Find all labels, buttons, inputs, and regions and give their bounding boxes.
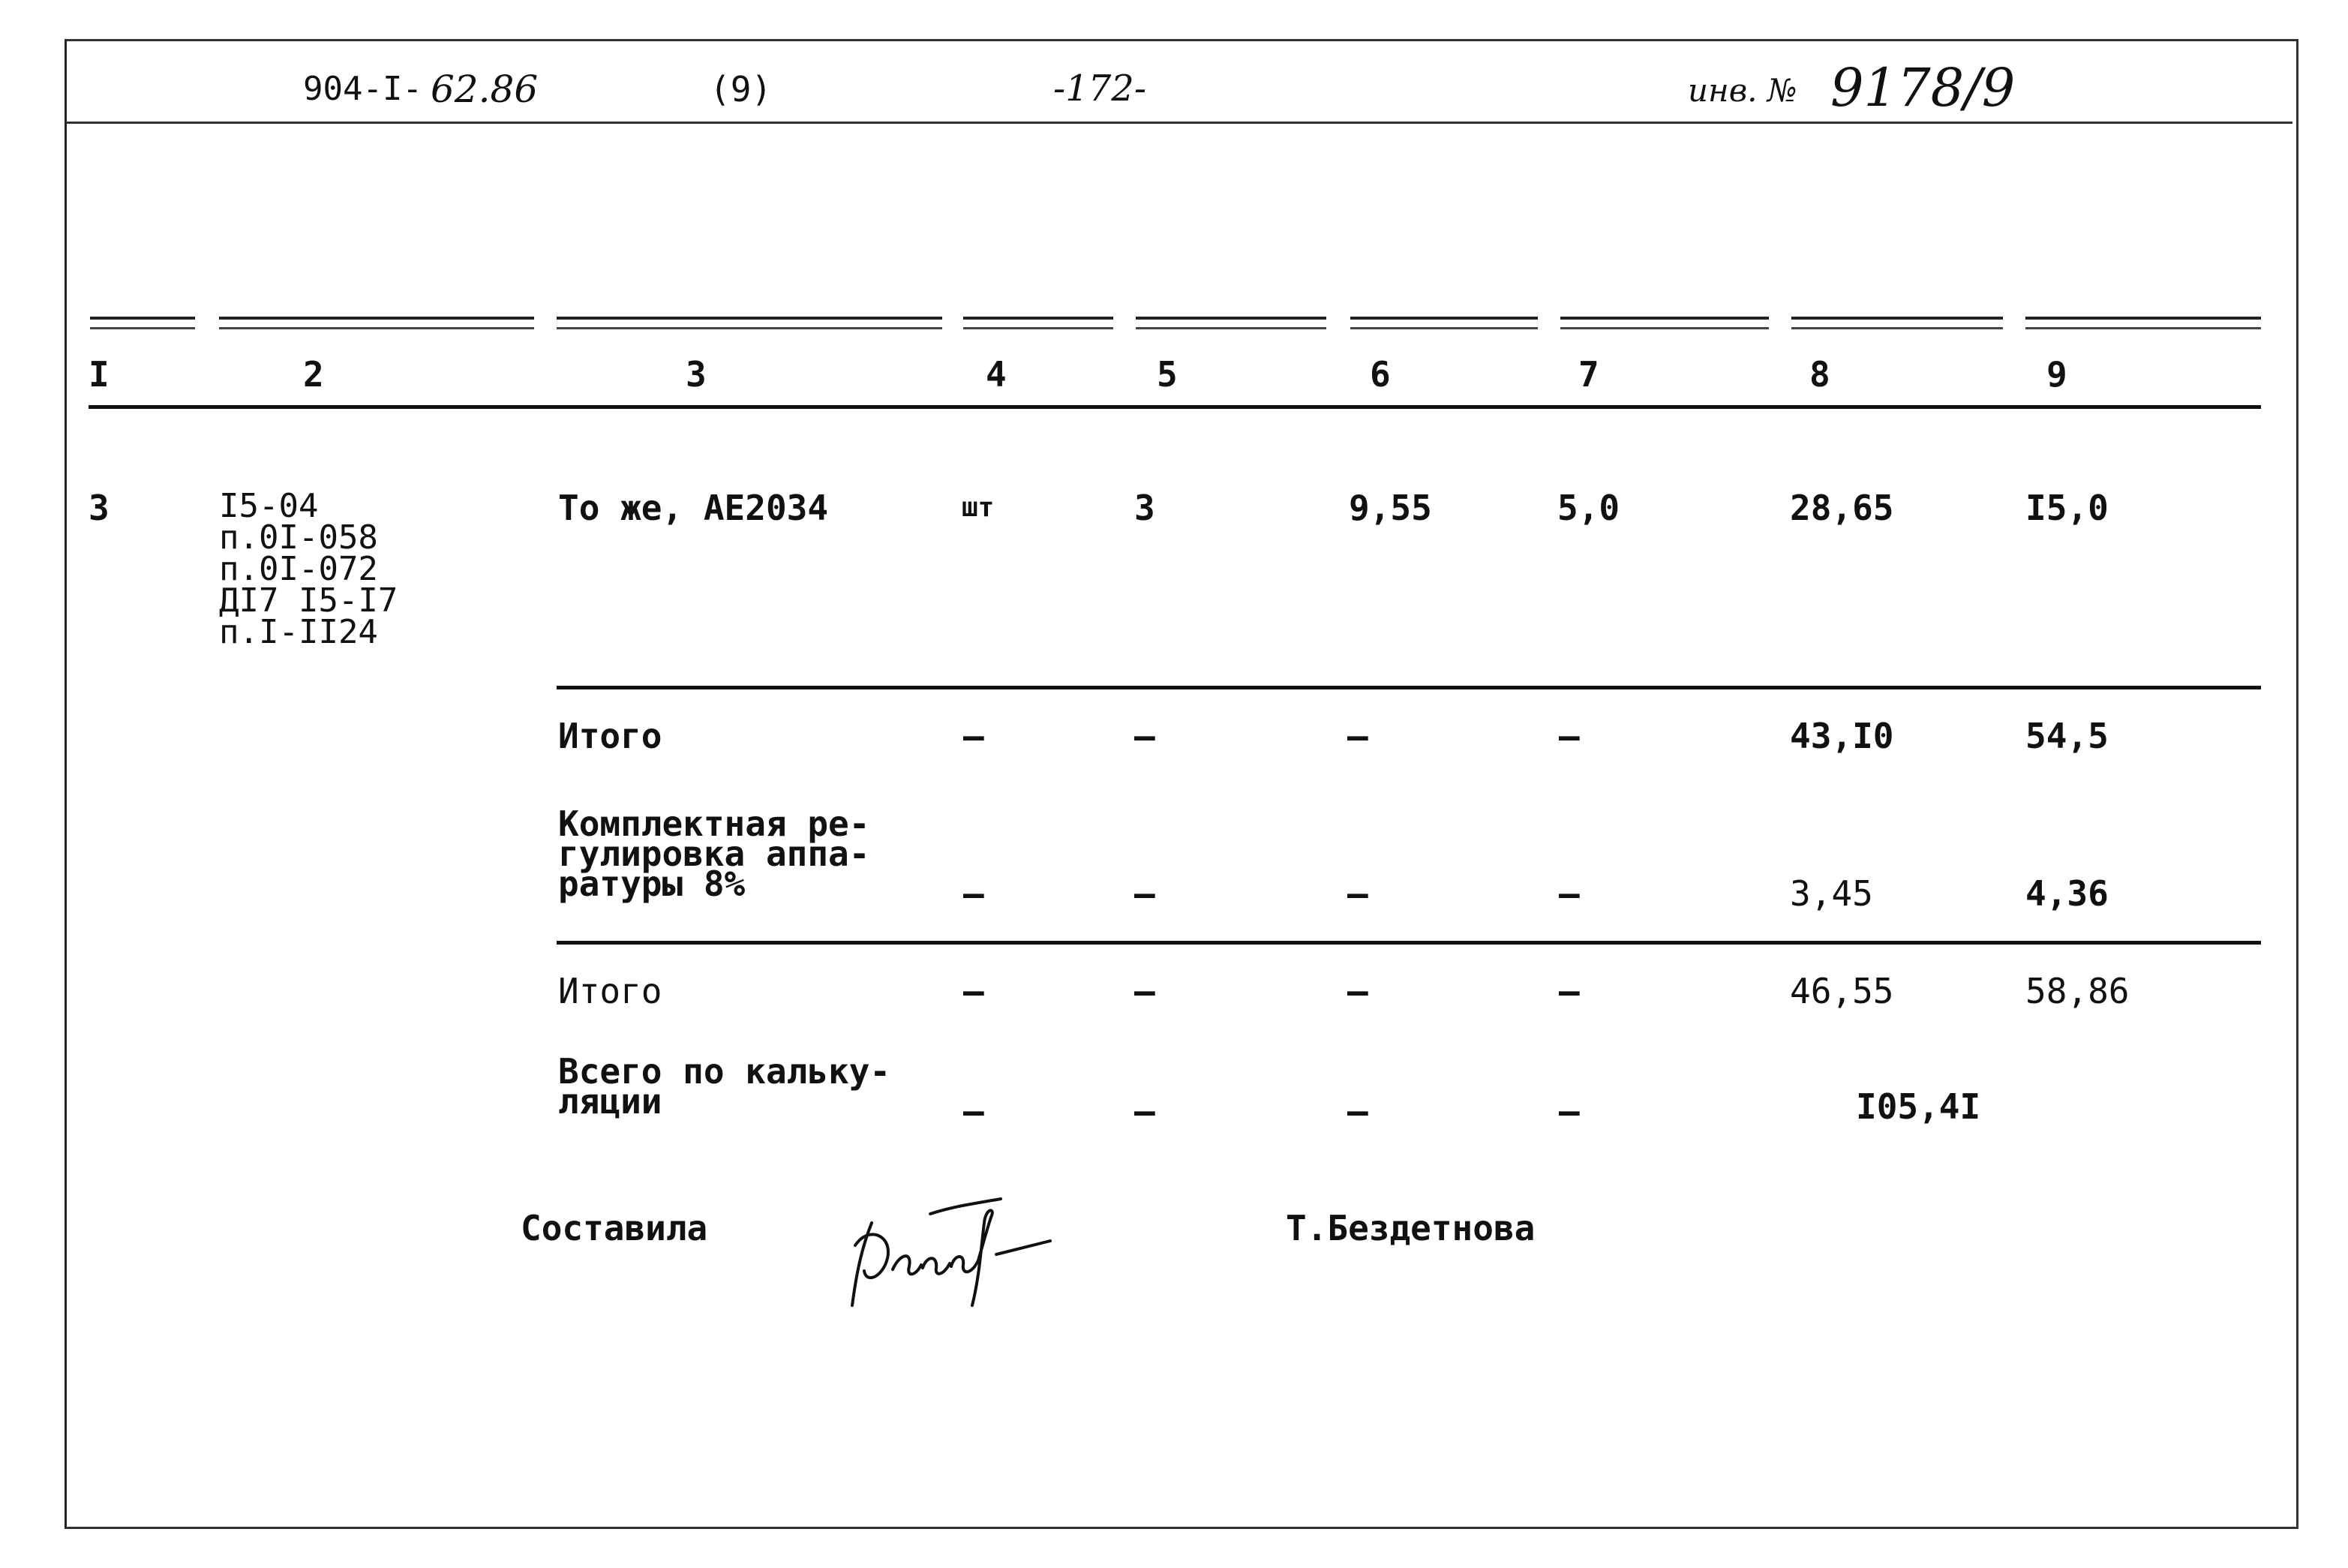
column-number: 4 bbox=[986, 354, 1007, 395]
column-number: 8 bbox=[1809, 354, 1830, 395]
column-number: 2 bbox=[303, 354, 324, 395]
doc-code-handwritten: 62.86 bbox=[431, 68, 539, 111]
compiled-by-label: Составила bbox=[521, 1208, 708, 1248]
price: 9,55 bbox=[1349, 488, 1432, 528]
inventory-prefix: инв. № bbox=[1688, 72, 1797, 109]
labor-rate: 5,0 bbox=[1557, 488, 1620, 528]
column-number: 6 bbox=[1370, 354, 1391, 395]
subtotal-cost: 46,55 bbox=[1790, 971, 1894, 1011]
dash-cell: – bbox=[1559, 873, 1580, 914]
dash-cell: – bbox=[1134, 716, 1155, 756]
inventory-number: 9178/9 bbox=[1830, 57, 2016, 119]
column-number: 3 bbox=[686, 354, 707, 395]
total-labor: I5,0 bbox=[2025, 488, 2109, 528]
page-frame bbox=[65, 39, 2298, 1529]
page-number: -172- bbox=[1053, 68, 1147, 110]
norm-references: I5-04 п.0I-058 п.0I-072 ДI7 I5-I7 п.I-II24 bbox=[219, 487, 398, 651]
subtotal-cost: 43,I0 bbox=[1790, 716, 1894, 756]
unit: шт bbox=[962, 492, 995, 523]
adjustment-labor: 4,36 bbox=[2025, 873, 2109, 914]
item-name: То же, АЕ2034 bbox=[558, 488, 829, 528]
header-divider bbox=[66, 122, 2292, 124]
dash-cell: – bbox=[1347, 716, 1368, 756]
total-cost: 28,65 bbox=[1790, 488, 1894, 528]
column-number: I bbox=[89, 354, 110, 395]
doc-code-printed: 904-I- bbox=[303, 70, 422, 108]
grand-total-label: Всего по кальку- ляции bbox=[558, 1051, 891, 1122]
column-number: 7 bbox=[1578, 354, 1599, 395]
row-divider bbox=[557, 941, 2261, 945]
signer-name: Т.Бездетнова bbox=[1286, 1208, 1536, 1248]
column-number: 9 bbox=[2046, 354, 2067, 395]
dash-cell: – bbox=[963, 873, 984, 914]
adjustment-label: Комплектная ре- гулировка аппа- ратуры 8% bbox=[558, 804, 870, 904]
column-header-bottom-rule bbox=[89, 405, 2261, 409]
column-number: 5 bbox=[1157, 354, 1178, 395]
subtotal-labor: 54,5 bbox=[2025, 716, 2109, 756]
subtotal-labor: 58,86 bbox=[2025, 971, 2130, 1011]
part-number: (9) bbox=[710, 69, 773, 110]
dash-cell: – bbox=[1559, 716, 1580, 756]
row-index: 3 bbox=[89, 488, 110, 528]
grand-total-value: I05,4I bbox=[1856, 1086, 1981, 1127]
handwritten-signature bbox=[825, 1193, 1080, 1320]
dash-cell: – bbox=[1134, 1091, 1155, 1131]
dash-cell: – bbox=[963, 716, 984, 756]
dash-cell: – bbox=[1559, 971, 1580, 1011]
dash-cell: – bbox=[1134, 971, 1155, 1011]
adjustment-cost: 3,45 bbox=[1790, 873, 1873, 914]
dash-cell: – bbox=[1134, 873, 1155, 914]
dash-cell: – bbox=[963, 1091, 984, 1131]
dash-cell: – bbox=[1347, 1091, 1368, 1131]
dash-cell: – bbox=[1559, 1091, 1580, 1131]
subtotal-label: Итого bbox=[558, 716, 662, 756]
row-divider bbox=[557, 686, 2261, 689]
dash-cell: – bbox=[1347, 971, 1368, 1011]
subtotal-label: Итого bbox=[558, 971, 662, 1011]
quantity: 3 bbox=[1134, 488, 1155, 528]
dash-cell: – bbox=[1347, 873, 1368, 914]
dash-cell: – bbox=[963, 971, 984, 1011]
